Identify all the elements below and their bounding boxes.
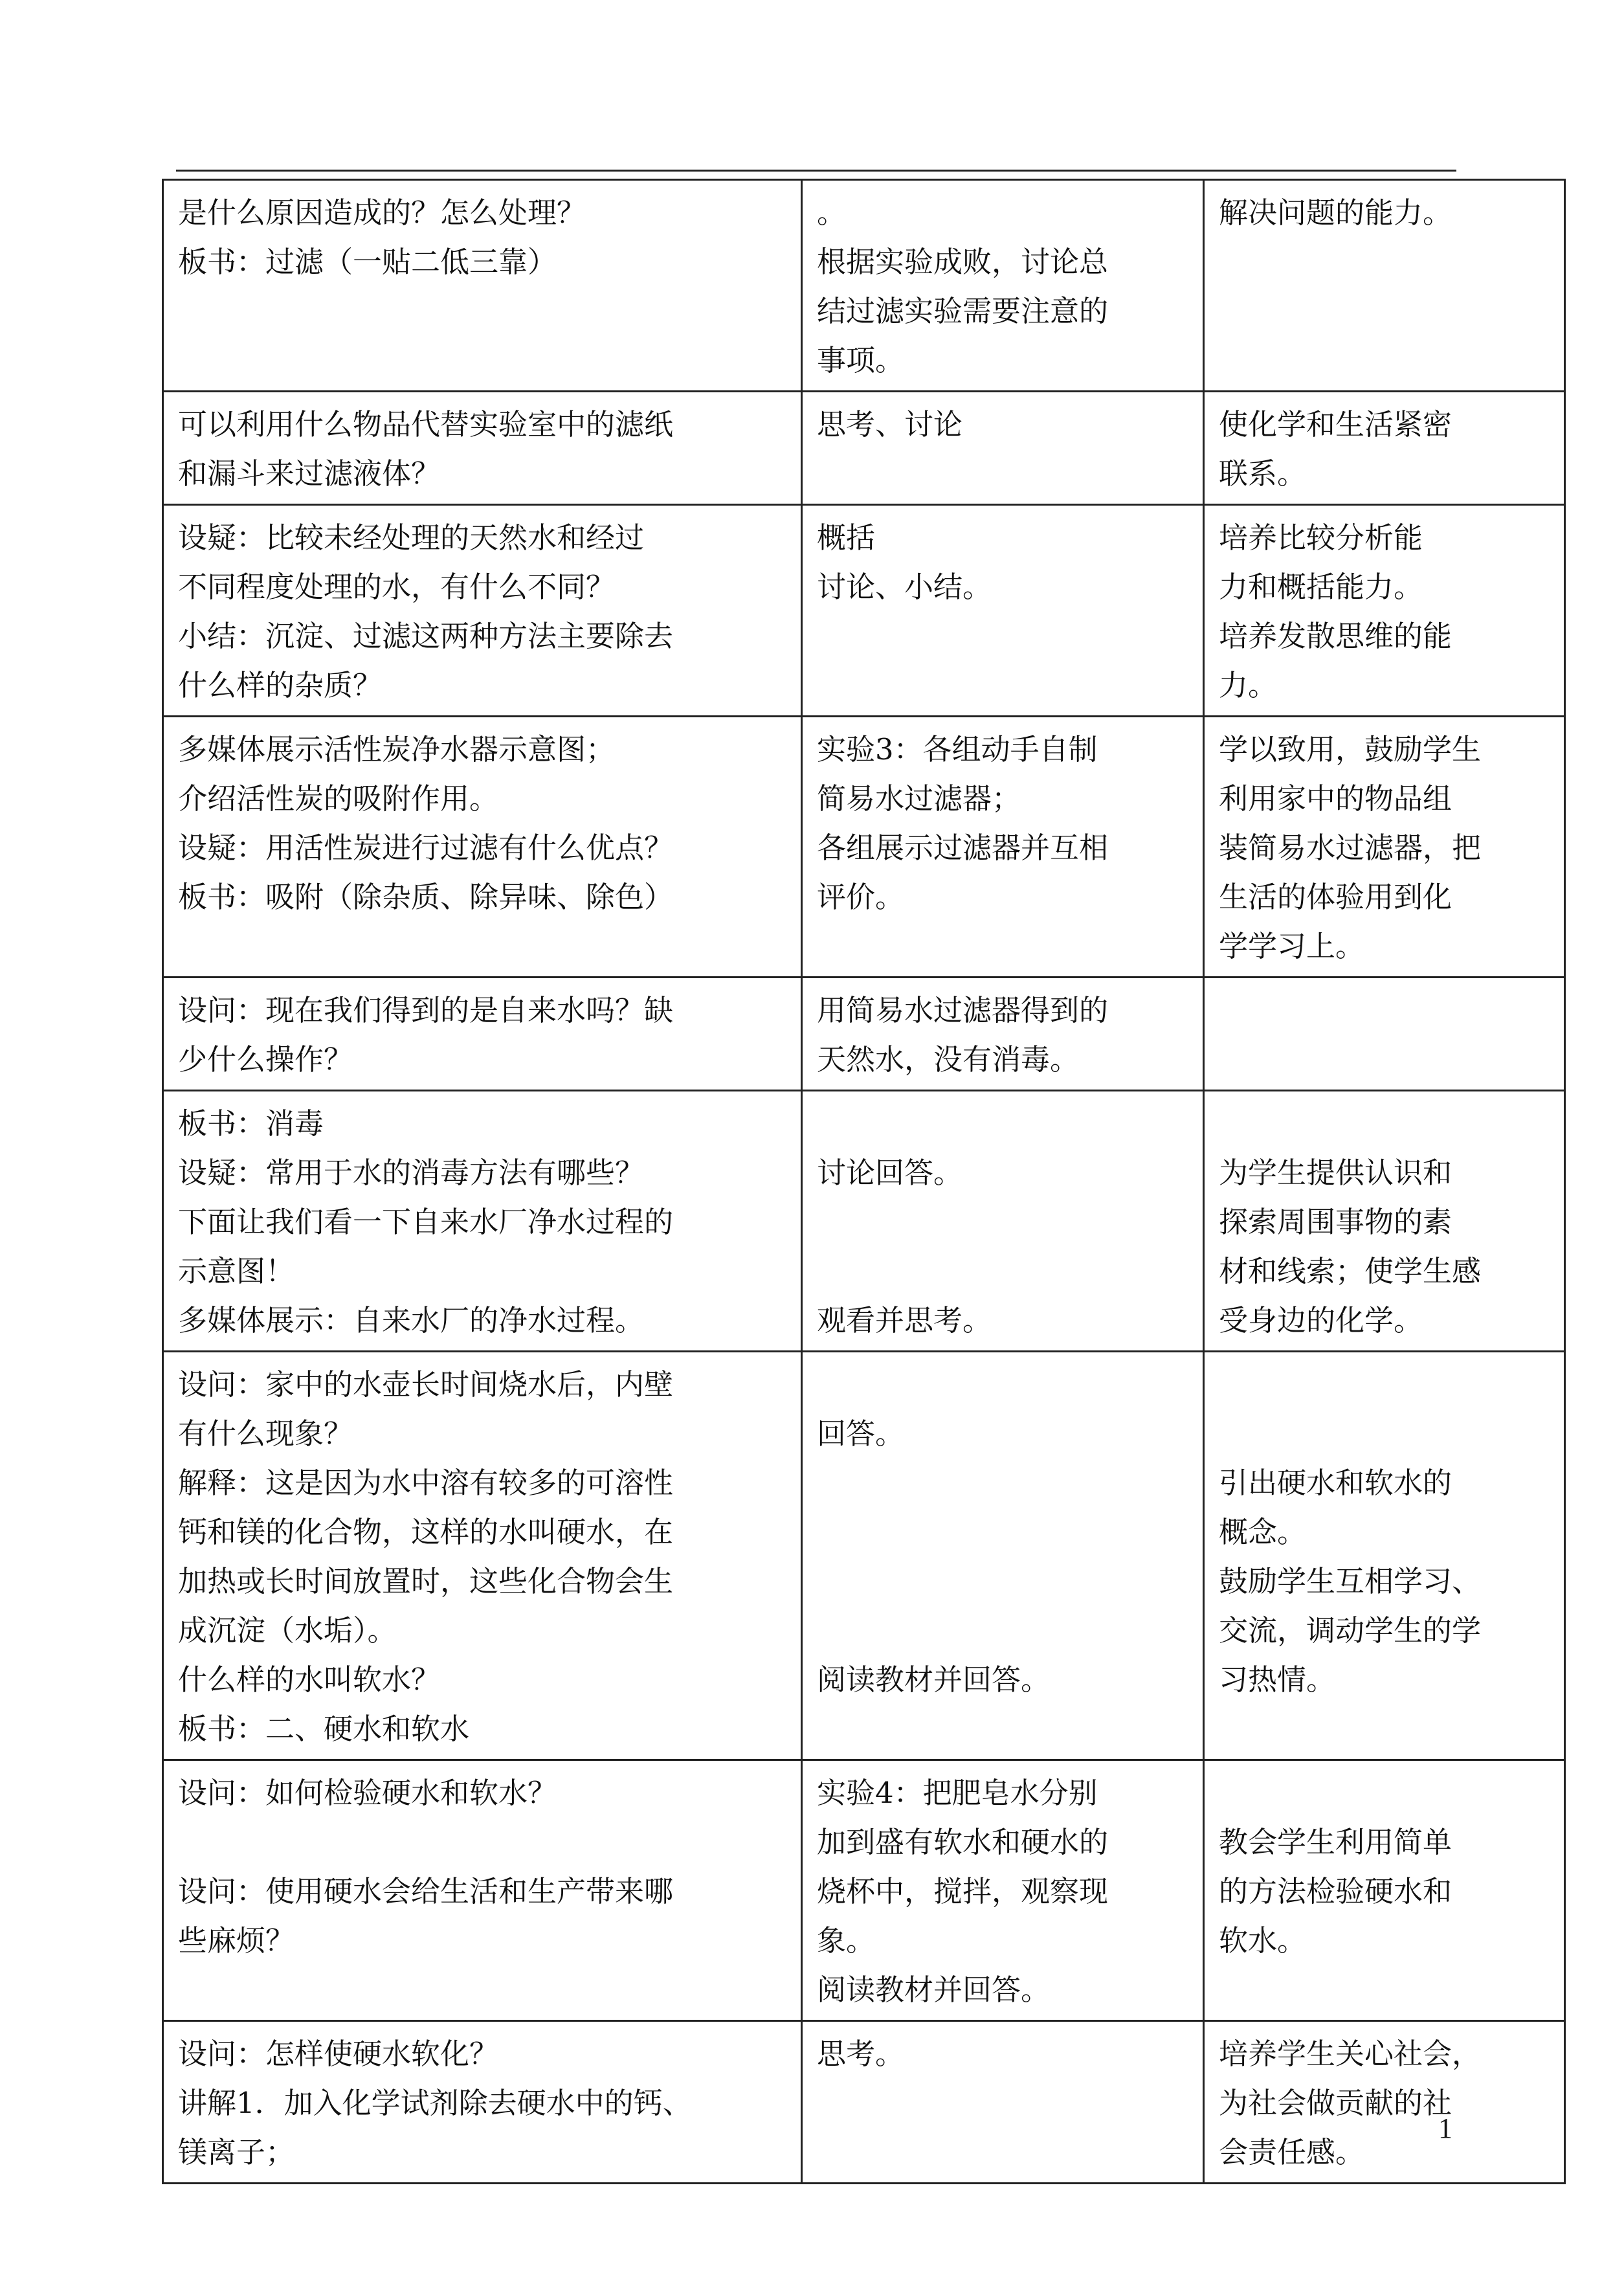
student-activity-cell [802,392,1204,505]
teacher-activity-cell [163,180,802,392]
table-row [163,1760,1565,2021]
cell-text-line: 设问：使用硬水会给生活和生产带来哪 [178,1874,674,1908]
design-intent-cell [1204,1352,1565,1760]
table-row [163,392,1565,505]
student-activity-cell [802,717,1204,978]
cell-text-line: 设问：如何检验硬水和软水？ [178,1776,557,1810]
cell-text-line: 设问：现在我们得到的是自来水吗？缺 [178,993,674,1027]
cell-text-line: 事项。 [817,343,905,377]
cell-text-line: 讲解1．加入化学试剂除去硬水中的钙、 [178,2086,692,2120]
blank-line [817,1606,1188,1655]
cell-text-line: 少什么操作？ [178,1042,353,1077]
design-intent-cell [1204,392,1565,505]
cell-text-line: 多媒体展示：自来水厂的净水过程。 [178,1303,645,1337]
student-activity-cell [802,1352,1204,1760]
teacher-activity-cell [163,392,802,505]
cell-text-line: 示意图！ [178,1254,295,1288]
cell-text-line: 讨论回答。 [817,1156,963,1190]
cell-text-line: 阅读教材并回答。 [817,1662,1051,1697]
teacher-activity-cell [163,2021,802,2184]
cell-text-line: 不同程度处理的水，有什么不同？ [178,570,616,604]
teacher-activity-cell [163,1352,802,1760]
cell-text-line: 小结：沉淀、过滤这两种方法主要除去 [178,619,674,653]
student-activity-cell [802,505,1204,717]
cell-text-line: 多媒体展示活性炭净水器示意图； [178,732,616,766]
cell-text-line: 钙和镁的化合物，这样的水叫硬水，在 [178,1515,674,1549]
cell-text-line: 思考。 [817,2037,905,2071]
table-row [163,505,1565,717]
cell-text-line: 引出硬水和软水的 [1219,1466,1452,1500]
cell-text-line: 评价。 [817,880,905,914]
page-number: 1 [1438,2112,1452,2144]
cell-text-line: 介绍活性炭的吸附作用。 [178,781,499,816]
cell-text-line: 下面让我们看一下自来水厂净水过程的 [178,1205,674,1239]
header-rule [176,170,1456,172]
cell-text-line: 教会学生利用简单 [1219,1825,1452,1859]
cell-text-line: 设疑：常用于水的消毒方法有哪些？ [178,1156,645,1190]
cell-text-line: 板书：过滤（一贴二低三靠） [178,245,557,279]
table-row [163,978,1565,1091]
blank-line [1219,1360,1550,1409]
cell-text-line: 些麻烦？ [178,1923,295,1958]
cell-text-line: 材和线索；使学生感 [1219,1254,1482,1288]
cell-text-line: 概括 [817,520,876,555]
cell-text-line: 为学生提供认识和 [1219,1156,1452,1190]
student-activity-cell [802,2021,1204,2184]
cell-text-line: 联系。 [1219,456,1307,491]
cell-text-line: 是什么原因造成的？怎么处理？ [178,196,586,230]
teacher-activity-cell [163,505,802,717]
cell-text-line: 板书：二、硬水和软水 [178,1712,470,1746]
lesson-plan-table [162,179,1566,2184]
cell-text-line: 装简易水过滤器，把 [1219,831,1482,865]
student-activity-cell [802,180,1204,392]
cell-text-line: 用简易水过滤器得到的 [817,993,1109,1027]
design-intent-cell [1204,180,1565,392]
cell-text-line: 培养比较分析能 [1219,520,1423,555]
design-intent-cell [1204,717,1565,978]
cell-text-line: 观看并思考。 [817,1303,992,1337]
cell-text-line: 和漏斗来过滤液体？ [178,456,441,491]
blank-line [817,1099,1188,1148]
cell-text-line: 讨论、小结。 [817,570,992,604]
cell-text-line: 学学习上。 [1219,929,1365,963]
teacher-activity-cell [163,1091,802,1352]
cell-text-line: 探索周围事物的素 [1219,1205,1452,1239]
blank-line [817,1557,1188,1606]
teacher-activity-cell [163,717,802,978]
cell-text-line: 板书：吸附（除杂质、除异味、除色） [178,880,674,914]
cell-text-line: 设疑：比较未经处理的天然水和经过 [178,520,645,555]
cell-text-line: 什么样的杂质？ [178,668,383,702]
blank-line [1219,1099,1550,1148]
cell-text-line: 设疑：用活性炭进行过滤有什么优点？ [178,831,674,865]
design-intent-cell [1204,505,1565,717]
blank-line [817,1459,1188,1508]
cell-text-line: 加热或长时间放置时，这些化合物会生 [178,1564,674,1598]
cell-text-line: 加到盛有软水和硬水的 [817,1825,1109,1859]
cell-text-line: 解释：这是因为水中溶有较多的可溶性 [178,1466,674,1500]
cell-text-line: 天然水，没有消毒。 [817,1042,1080,1077]
blank-line [817,1705,1188,1754]
cell-text-line: 鼓励学生互相学习、 [1219,1564,1482,1598]
cell-text-line: 使化学和生活紧密 [1219,407,1452,442]
blank-line [1219,1769,1550,1818]
cell-text-line: 利用家中的物品组 [1219,781,1452,816]
cell-text-line: 习热情。 [1219,1662,1336,1697]
cell-text-line: 概念。 [1219,1515,1307,1549]
cell-text-line: 各组展示过滤器并互相 [817,831,1109,865]
cell-text-line: 为社会做贡献的社 [1219,2086,1452,2120]
cell-text-line: 。 [817,196,847,230]
cell-text-line: 结过滤实验需要注意的 [817,294,1109,328]
cell-text-line: 烧杯中，搅拌，观察现 [817,1874,1109,1908]
table-row [163,1352,1565,1760]
cell-text-line: 的方法检验硬水和 [1219,1874,1452,1908]
design-intent-cell [1204,1091,1565,1352]
cell-text-line: 培养学生关心社会， [1219,2037,1482,2071]
cell-text-line: 有什么现象？ [178,1416,353,1451]
cell-text-line: 设问：怎样使硬水软化？ [178,2037,499,2071]
blank-line [1219,1409,1550,1459]
blank-line [817,1198,1188,1247]
cell-text-line: 成沉淀（水垢）。 [178,1613,397,1648]
cell-text-line: 实验4：把肥皂水分别 [817,1776,1098,1810]
cell-text-line: 设问：家中的水壶长时间烧水后，内壁 [178,1367,674,1402]
cell-text-line: 阅读教材并回答。 [817,1973,1051,2007]
blank-line [178,1818,786,1867]
teacher-activity-cell [163,978,802,1091]
design-intent-cell [1204,1760,1565,2021]
cell-text-line: 软水。 [1219,1923,1307,1958]
cell-text-line: 思考、讨论 [817,407,963,442]
student-activity-cell [802,978,1204,1091]
cell-text-line: 简易水过滤器； [817,781,1021,816]
cell-text-line: 根据实验成败，讨论总 [817,245,1109,279]
cell-text-line: 镁离子； [178,2135,295,2169]
cell-text-line: 交流，调动学生的学 [1219,1613,1482,1648]
table-row [163,1091,1565,1352]
cell-text-line: 回答。 [817,1416,905,1451]
blank-line [817,1508,1188,1557]
table-row [163,717,1565,978]
cell-text-line: 生活的体验用到化 [1219,880,1452,914]
design-intent-cell [1204,2021,1565,2184]
cell-text-line: 力。 [1219,668,1278,702]
cell-text-line: 培养发散思维的能 [1219,619,1452,653]
cell-text-line: 受身边的化学。 [1219,1303,1423,1337]
student-activity-cell [802,1091,1204,1352]
cell-text-line: 什么样的水叫软水？ [178,1662,441,1697]
cell-text-line: 解决问题的能力。 [1219,196,1452,230]
blank-line [817,1360,1188,1409]
cell-text-line: 可以利用什么物品代替实验室中的滤纸 [178,407,674,442]
cell-text-line: 板书：消毒 [178,1106,324,1141]
lesson-plan-table-body [163,180,1565,2184]
cell-text-line: 实验3：各组动手自制 [817,732,1098,766]
blank-line [817,1247,1188,1296]
blank-line [1219,1705,1550,1754]
table-row [163,180,1565,392]
student-activity-cell [802,1760,1204,2021]
teacher-activity-cell [163,1760,802,2021]
cell-text-line: 力和概括能力。 [1219,570,1423,604]
table-row [163,2021,1565,2184]
cell-text-line: 象。 [817,1923,876,1958]
cell-text-line: 会责任感。 [1219,2135,1365,2169]
cell-text-line: 学以致用，鼓励学生 [1219,732,1482,766]
design-intent-cell [1204,978,1565,1091]
